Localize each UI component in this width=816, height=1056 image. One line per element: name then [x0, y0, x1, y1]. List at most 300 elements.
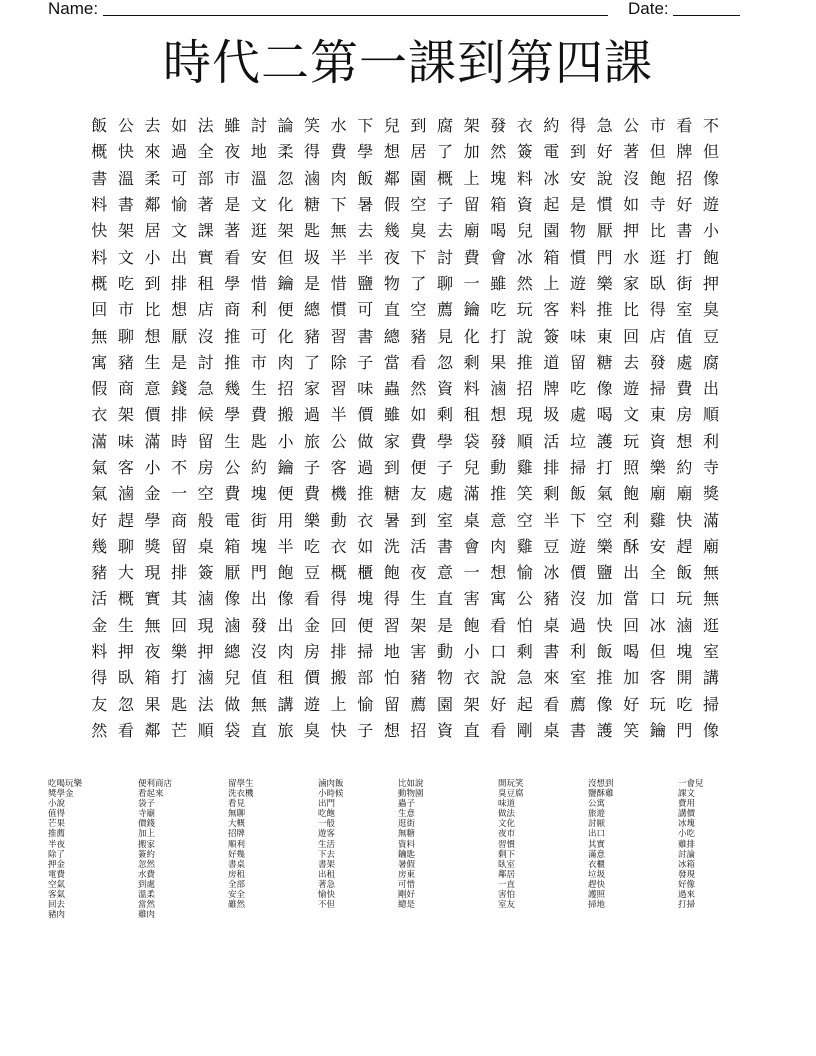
grid-cell[interactable]: 推 — [224, 326, 241, 346]
grid-cell[interactable]: 料 — [516, 168, 533, 188]
grid-cell[interactable]: 急 — [197, 379, 214, 399]
grid-cell[interactable]: 直 — [463, 720, 480, 740]
grid-cell[interactable]: 滷 — [224, 615, 241, 635]
grid-cell[interactable]: 像 — [702, 168, 719, 188]
grid-cell[interactable]: 樂 — [304, 510, 321, 530]
grid-cell[interactable]: 概 — [91, 142, 108, 162]
grid-cell[interactable]: 居 — [144, 221, 161, 241]
grid-cell[interactable]: 到 — [410, 116, 427, 136]
grid-cell[interactable]: 鄰 — [383, 168, 400, 188]
grid-cell[interactable]: 過 — [357, 458, 374, 477]
grid-cell[interactable]: 招 — [410, 720, 427, 740]
grid-cell[interactable]: 薦 — [569, 694, 586, 714]
grid-cell[interactable]: 下 — [357, 116, 374, 136]
grid-cell[interactable]: 街 — [250, 510, 267, 530]
grid-cell[interactable]: 飯 — [91, 116, 108, 136]
grid-cell[interactable]: 部 — [357, 668, 374, 688]
grid-cell[interactable]: 其 — [171, 589, 188, 609]
grid-cell[interactable]: 飽 — [277, 563, 294, 583]
grid-cell[interactable]: 垃 — [569, 431, 586, 451]
grid-cell[interactable]: 雞 — [649, 510, 666, 530]
grid-cell[interactable]: 護 — [596, 431, 613, 451]
grid-cell[interactable]: 子 — [437, 458, 454, 477]
grid-cell[interactable]: 便 — [277, 484, 294, 504]
grid-cell[interactable]: 書 — [437, 536, 454, 556]
grid-cell[interactable]: 處 — [676, 352, 693, 372]
grid-cell[interactable]: 糖 — [304, 195, 321, 215]
grid-cell[interactable]: 箱 — [490, 195, 507, 215]
grid-cell[interactable]: 去 — [437, 221, 454, 241]
grid-cell[interactable]: 聊 — [117, 536, 134, 556]
grid-cell[interactable]: 空 — [410, 300, 427, 320]
grid-cell[interactable]: 半 — [330, 247, 347, 267]
grid-cell[interactable]: 時 — [171, 431, 188, 451]
grid-cell[interactable]: 推 — [224, 352, 241, 372]
grid-cell[interactable]: 習 — [330, 379, 347, 399]
grid-cell[interactable]: 袋 — [463, 431, 480, 451]
grid-cell[interactable]: 夜 — [410, 563, 427, 583]
grid-cell[interactable]: 費 — [676, 379, 693, 399]
grid-cell[interactable]: 得 — [304, 142, 321, 162]
grid-cell[interactable]: 味 — [357, 379, 374, 399]
grid-cell[interactable]: 學 — [357, 142, 374, 162]
grid-cell[interactable]: 講 — [277, 694, 294, 714]
grid-cell[interactable]: 小 — [463, 642, 480, 662]
grid-cell[interactable]: 愉 — [516, 563, 533, 583]
grid-cell[interactable]: 子 — [437, 195, 454, 215]
grid-cell[interactable]: 豆 — [702, 326, 719, 346]
grid-cell[interactable]: 掃 — [702, 694, 719, 714]
grid-cell[interactable]: 剩 — [543, 484, 560, 504]
grid-cell[interactable]: 招 — [277, 379, 294, 399]
grid-cell[interactable]: 慣 — [569, 247, 586, 267]
grid-cell[interactable]: 打 — [490, 326, 507, 346]
grid-cell[interactable]: 無 — [330, 221, 347, 241]
grid-cell[interactable]: 看 — [304, 589, 321, 609]
grid-cell[interactable]: 怕 — [516, 615, 533, 635]
grid-cell[interactable]: 書 — [676, 221, 693, 241]
grid-cell[interactable]: 玩 — [676, 589, 693, 609]
grid-cell[interactable]: 見 — [437, 326, 454, 346]
grid-cell[interactable]: 牌 — [543, 379, 560, 399]
grid-cell[interactable]: 概 — [330, 563, 347, 583]
grid-cell[interactable]: 如 — [171, 116, 188, 136]
grid-cell[interactable]: 口 — [490, 642, 507, 662]
grid-cell[interactable]: 會 — [490, 247, 507, 267]
grid-cell[interactable]: 滷 — [490, 379, 507, 399]
grid-cell[interactable]: 安 — [649, 536, 666, 556]
grid-cell[interactable]: 味 — [117, 431, 134, 451]
grid-cell[interactable]: 著 — [623, 142, 640, 162]
grid-cell[interactable]: 桌 — [543, 615, 560, 635]
grid-cell[interactable]: 門 — [250, 563, 267, 583]
grid-cell[interactable]: 料 — [91, 195, 108, 215]
grid-cell[interactable]: 著 — [224, 221, 241, 241]
grid-cell[interactable]: 生 — [117, 615, 134, 635]
grid-cell[interactable]: 推 — [490, 484, 507, 504]
grid-cell[interactable]: 商 — [171, 510, 188, 530]
grid-cell[interactable]: 酥 — [623, 536, 640, 556]
grid-cell[interactable]: 得 — [91, 668, 108, 688]
grid-cell[interactable]: 厭 — [224, 563, 241, 583]
grid-cell[interactable]: 鹽 — [357, 273, 374, 293]
grid-cell[interactable]: 肉 — [330, 168, 347, 188]
grid-cell[interactable]: 忽 — [277, 168, 294, 188]
grid-cell[interactable]: 半 — [543, 510, 560, 530]
grid-cell[interactable]: 費 — [224, 484, 241, 504]
grid-cell[interactable]: 押 — [117, 642, 134, 662]
grid-cell[interactable]: 室 — [437, 510, 454, 530]
grid-cell[interactable]: 利 — [250, 300, 267, 320]
grid-cell[interactable]: 道 — [543, 352, 560, 372]
grid-cell[interactable]: 柔 — [144, 168, 161, 188]
grid-cell[interactable]: 發 — [490, 116, 507, 136]
grid-cell[interactable]: 安 — [250, 247, 267, 267]
grid-cell[interactable]: 看 — [410, 352, 427, 372]
grid-cell[interactable]: 排 — [330, 642, 347, 662]
grid-cell[interactable]: 回 — [171, 615, 188, 635]
grid-cell[interactable]: 好 — [91, 510, 108, 530]
grid-cell[interactable]: 實 — [197, 247, 214, 267]
grid-cell[interactable]: 開 — [676, 668, 693, 688]
grid-cell[interactable]: 掃 — [649, 379, 666, 399]
grid-cell[interactable]: 玩 — [649, 694, 666, 714]
grid-cell[interactable]: 飯 — [357, 168, 374, 188]
grid-cell[interactable]: 匙 — [304, 221, 321, 241]
grid-cell[interactable]: 上 — [543, 273, 560, 293]
grid-cell[interactable]: 到 — [410, 510, 427, 530]
grid-cell[interactable]: 逛 — [702, 615, 719, 635]
grid-cell[interactable]: 友 — [410, 484, 427, 504]
grid-cell[interactable]: 塊 — [250, 536, 267, 556]
grid-cell[interactable]: 糖 — [596, 352, 613, 372]
grid-cell[interactable]: 厭 — [171, 326, 188, 346]
grid-cell[interactable]: 幾 — [383, 221, 400, 241]
grid-cell[interactable]: 假 — [91, 379, 108, 399]
grid-cell[interactable]: 肉 — [277, 642, 294, 662]
grid-cell[interactable]: 概 — [91, 273, 108, 293]
grid-cell[interactable]: 逛 — [250, 221, 267, 241]
grid-cell[interactable]: 架 — [463, 116, 480, 136]
grid-cell[interactable]: 房 — [304, 642, 321, 662]
grid-cell[interactable]: 臥 — [117, 668, 134, 688]
grid-cell[interactable]: 子 — [304, 458, 321, 477]
grid-cell[interactable]: 費 — [330, 142, 347, 162]
grid-cell[interactable]: 文 — [171, 221, 188, 241]
grid-cell[interactable]: 總 — [304, 300, 321, 320]
grid-cell[interactable]: 討 — [437, 247, 454, 267]
grid-cell[interactable]: 鑰 — [463, 300, 480, 320]
grid-cell[interactable]: 夜 — [383, 247, 400, 267]
grid-cell[interactable]: 簽 — [543, 326, 560, 346]
grid-cell[interactable]: 趕 — [117, 510, 134, 530]
grid-cell[interactable]: 寓 — [490, 589, 507, 609]
grid-cell[interactable]: 去 — [357, 221, 374, 241]
grid-cell[interactable]: 芒 — [171, 720, 188, 740]
grid-cell[interactable]: 幾 — [91, 536, 108, 556]
grid-cell[interactable]: 樂 — [649, 458, 666, 477]
grid-cell[interactable]: 比 — [623, 300, 640, 320]
grid-cell[interactable]: 商 — [117, 379, 134, 399]
grid-cell[interactable]: 發 — [250, 615, 267, 635]
grid-cell[interactable]: 出 — [171, 247, 188, 267]
grid-cell[interactable]: 如 — [357, 536, 374, 556]
grid-cell[interactable]: 過 — [171, 142, 188, 162]
grid-cell[interactable]: 無 — [702, 563, 719, 583]
grid-cell[interactable]: 簽 — [516, 142, 533, 162]
grid-cell[interactable]: 活 — [91, 589, 108, 609]
grid-cell[interactable]: 滿 — [91, 431, 108, 451]
grid-cell[interactable]: 一 — [463, 273, 480, 293]
grid-cell[interactable]: 子 — [357, 352, 374, 372]
grid-cell[interactable]: 急 — [596, 116, 613, 136]
grid-cell[interactable]: 果 — [490, 352, 507, 372]
grid-cell[interactable]: 書 — [569, 720, 586, 740]
grid-cell[interactable]: 喝 — [490, 221, 507, 241]
grid-cell[interactable]: 直 — [437, 589, 454, 609]
grid-cell[interactable]: 推 — [596, 668, 613, 688]
grid-cell[interactable]: 看 — [543, 694, 560, 714]
grid-cell[interactable]: 資 — [649, 431, 666, 451]
grid-cell[interactable]: 牌 — [676, 142, 693, 162]
grid-cell[interactable]: 講 — [702, 668, 719, 688]
grid-cell[interactable]: 概 — [437, 168, 454, 188]
grid-cell[interactable]: 匙 — [250, 431, 267, 451]
grid-cell[interactable]: 說 — [490, 668, 507, 688]
grid-cell[interactable]: 租 — [197, 273, 214, 293]
grid-cell[interactable]: 價 — [144, 405, 161, 425]
grid-cell[interactable]: 像 — [224, 589, 241, 609]
grid-cell[interactable]: 不 — [171, 458, 188, 477]
grid-cell[interactable]: 架 — [117, 405, 134, 425]
grid-cell[interactable]: 吃 — [304, 536, 321, 556]
grid-cell[interactable]: 愉 — [171, 195, 188, 215]
grid-cell[interactable]: 廟 — [702, 536, 719, 556]
grid-cell[interactable]: 留 — [197, 431, 214, 451]
grid-cell[interactable]: 比 — [649, 221, 666, 241]
grid-cell[interactable]: 忽 — [437, 352, 454, 372]
grid-cell[interactable]: 了 — [304, 352, 321, 372]
grid-cell[interactable]: 來 — [543, 668, 560, 688]
grid-cell[interactable]: 推 — [516, 352, 533, 372]
grid-cell[interactable]: 飽 — [702, 247, 719, 267]
grid-cell[interactable]: 喝 — [623, 642, 640, 662]
grid-cell[interactable]: 飯 — [596, 642, 613, 662]
grid-cell[interactable]: 約 — [543, 116, 560, 136]
grid-cell[interactable]: 子 — [357, 720, 374, 740]
grid-cell[interactable]: 門 — [676, 720, 693, 740]
grid-cell[interactable]: 臭 — [702, 300, 719, 320]
grid-cell[interactable]: 沒 — [569, 589, 586, 609]
grid-cell[interactable]: 夜 — [224, 142, 241, 162]
grid-cell[interactable]: 家 — [304, 379, 321, 399]
grid-cell[interactable]: 化 — [277, 195, 294, 215]
grid-cell[interactable]: 然 — [410, 379, 427, 399]
grid-cell[interactable]: 東 — [596, 326, 613, 346]
grid-cell[interactable]: 夜 — [144, 642, 161, 662]
grid-cell[interactable]: 用 — [277, 510, 294, 530]
grid-cell[interactable]: 室 — [702, 642, 719, 662]
grid-cell[interactable]: 像 — [702, 720, 719, 740]
grid-cell[interactable]: 般 — [197, 510, 214, 530]
grid-cell[interactable]: 下 — [330, 195, 347, 215]
grid-cell[interactable]: 價 — [357, 405, 374, 425]
grid-cell[interactable]: 發 — [649, 352, 666, 372]
grid-cell[interactable]: 便 — [410, 458, 427, 477]
grid-cell[interactable]: 價 — [569, 563, 586, 583]
grid-cell[interactable]: 然 — [91, 720, 108, 740]
grid-cell[interactable]: 寓 — [91, 352, 108, 372]
grid-cell[interactable]: 剩 — [437, 405, 454, 425]
grid-cell[interactable]: 樂 — [171, 642, 188, 662]
grid-cell[interactable]: 想 — [676, 431, 693, 451]
grid-cell[interactable]: 衣 — [463, 668, 480, 688]
grid-cell[interactable]: 快 — [676, 510, 693, 530]
grid-cell[interactable]: 滿 — [144, 431, 161, 451]
grid-cell[interactable]: 然 — [516, 273, 533, 293]
grid-cell[interactable]: 約 — [676, 458, 693, 477]
grid-cell[interactable]: 價 — [304, 668, 321, 688]
grid-cell[interactable]: 押 — [623, 221, 640, 241]
grid-cell[interactable]: 可 — [171, 168, 188, 188]
grid-cell[interactable]: 滷 — [117, 484, 134, 504]
grid-cell[interactable]: 臭 — [410, 221, 427, 241]
grid-cell[interactable]: 生 — [410, 589, 427, 609]
grid-cell[interactable]: 生 — [224, 431, 241, 451]
grid-cell[interactable]: 快 — [117, 142, 134, 162]
grid-cell[interactable]: 塊 — [357, 589, 374, 609]
grid-cell[interactable]: 全 — [649, 563, 666, 583]
grid-cell[interactable]: 護 — [596, 720, 613, 740]
grid-cell[interactable]: 吃 — [676, 694, 693, 714]
grid-cell[interactable]: 獎 — [144, 536, 161, 556]
grid-cell[interactable]: 匙 — [171, 694, 188, 714]
grid-cell[interactable]: 急 — [516, 668, 533, 688]
grid-cell[interactable]: 留 — [463, 195, 480, 215]
grid-cell[interactable]: 衣 — [357, 510, 374, 530]
grid-cell[interactable]: 書 — [91, 168, 108, 188]
grid-cell[interactable]: 雖 — [383, 405, 400, 425]
grid-cell[interactable]: 起 — [516, 694, 533, 714]
grid-cell[interactable]: 好 — [596, 142, 613, 162]
grid-cell[interactable]: 糖 — [383, 484, 400, 504]
grid-cell[interactable]: 但 — [649, 642, 666, 662]
grid-cell[interactable]: 化 — [277, 326, 294, 346]
grid-cell[interactable]: 冰 — [649, 615, 666, 635]
grid-cell[interactable]: 料 — [91, 247, 108, 267]
grid-cell[interactable]: 腐 — [437, 116, 454, 136]
grid-cell[interactable]: 除 — [330, 352, 347, 372]
grid-cell[interactable]: 像 — [596, 379, 613, 399]
grid-cell[interactable]: 做 — [357, 431, 374, 451]
grid-cell[interactable]: 活 — [410, 536, 427, 556]
grid-cell[interactable]: 無 — [144, 615, 161, 635]
grid-cell[interactable]: 豬 — [410, 668, 427, 688]
grid-cell[interactable]: 無 — [250, 694, 267, 714]
grid-cell[interactable]: 箱 — [543, 247, 560, 267]
grid-cell[interactable]: 起 — [543, 195, 560, 215]
grid-cell[interactable]: 蟲 — [383, 379, 400, 399]
grid-cell[interactable]: 費 — [250, 405, 267, 425]
grid-cell[interactable]: 想 — [144, 326, 161, 346]
grid-cell[interactable]: 書 — [117, 195, 134, 215]
grid-cell[interactable]: 吃 — [490, 300, 507, 320]
grid-cell[interactable]: 習 — [383, 615, 400, 635]
grid-cell[interactable]: 當 — [383, 352, 400, 372]
grid-cell[interactable]: 逛 — [649, 247, 666, 267]
grid-cell[interactable]: 鄰 — [144, 720, 161, 740]
grid-cell[interactable]: 豆 — [543, 536, 560, 556]
grid-cell[interactable]: 遊 — [304, 694, 321, 714]
grid-cell[interactable]: 概 — [117, 589, 134, 609]
grid-cell[interactable]: 豬 — [117, 352, 134, 372]
grid-cell[interactable]: 肉 — [277, 352, 294, 372]
grid-cell[interactable]: 會 — [463, 536, 480, 556]
grid-cell[interactable]: 加 — [596, 589, 613, 609]
grid-cell[interactable]: 袋 — [224, 720, 241, 740]
grid-cell[interactable]: 動 — [330, 510, 347, 530]
grid-cell[interactable]: 看 — [117, 720, 134, 740]
grid-cell[interactable]: 慣 — [330, 300, 347, 320]
grid-cell[interactable]: 雞 — [516, 458, 533, 477]
grid-cell[interactable]: 資 — [516, 195, 533, 215]
grid-cell[interactable]: 物 — [437, 668, 454, 688]
grid-cell[interactable]: 總 — [224, 642, 241, 662]
grid-cell[interactable]: 料 — [463, 379, 480, 399]
grid-cell[interactable]: 洗 — [383, 536, 400, 556]
grid-cell[interactable]: 暑 — [357, 195, 374, 215]
grid-cell[interactable]: 飯 — [676, 563, 693, 583]
grid-cell[interactable]: 上 — [463, 168, 480, 188]
grid-cell[interactable]: 搬 — [330, 668, 347, 688]
grid-cell[interactable]: 慣 — [596, 195, 613, 215]
grid-cell[interactable]: 惜 — [250, 273, 267, 293]
grid-cell[interactable]: 大 — [117, 563, 134, 583]
grid-cell[interactable]: 上 — [330, 694, 347, 714]
grid-cell[interactable]: 租 — [277, 668, 294, 688]
grid-cell[interactable]: 想 — [490, 563, 507, 583]
grid-cell[interactable]: 兒 — [516, 221, 533, 241]
grid-cell[interactable]: 是 — [304, 273, 321, 293]
grid-cell[interactable]: 厭 — [596, 221, 613, 241]
grid-cell[interactable]: 園 — [543, 221, 560, 241]
grid-cell[interactable]: 意 — [490, 510, 507, 530]
grid-cell[interactable]: 寺 — [649, 195, 666, 215]
grid-cell[interactable]: 飽 — [463, 615, 480, 635]
grid-cell[interactable]: 化 — [463, 326, 480, 346]
grid-cell[interactable]: 活 — [543, 431, 560, 451]
grid-cell[interactable]: 利 — [623, 510, 640, 530]
grid-cell[interactable]: 下 — [569, 510, 586, 530]
grid-cell[interactable]: 搬 — [277, 405, 294, 425]
grid-cell[interactable]: 滿 — [463, 484, 480, 504]
grid-cell[interactable]: 半 — [330, 405, 347, 425]
grid-cell[interactable]: 圾 — [543, 405, 560, 425]
grid-cell[interactable]: 快 — [91, 221, 108, 241]
grid-cell[interactable]: 暑 — [383, 510, 400, 530]
grid-cell[interactable]: 過 — [304, 405, 321, 425]
grid-cell[interactable]: 忽 — [117, 694, 134, 714]
grid-cell[interactable]: 但 — [702, 142, 719, 162]
grid-cell[interactable]: 是 — [437, 615, 454, 635]
grid-cell[interactable]: 桌 — [543, 720, 560, 740]
grid-cell[interactable]: 部 — [197, 168, 214, 188]
grid-cell[interactable]: 排 — [543, 458, 560, 477]
grid-cell[interactable]: 生 — [250, 379, 267, 399]
grid-cell[interactable]: 物 — [569, 221, 586, 241]
grid-cell[interactable]: 現 — [516, 405, 533, 425]
grid-cell[interactable]: 氣 — [91, 458, 108, 477]
